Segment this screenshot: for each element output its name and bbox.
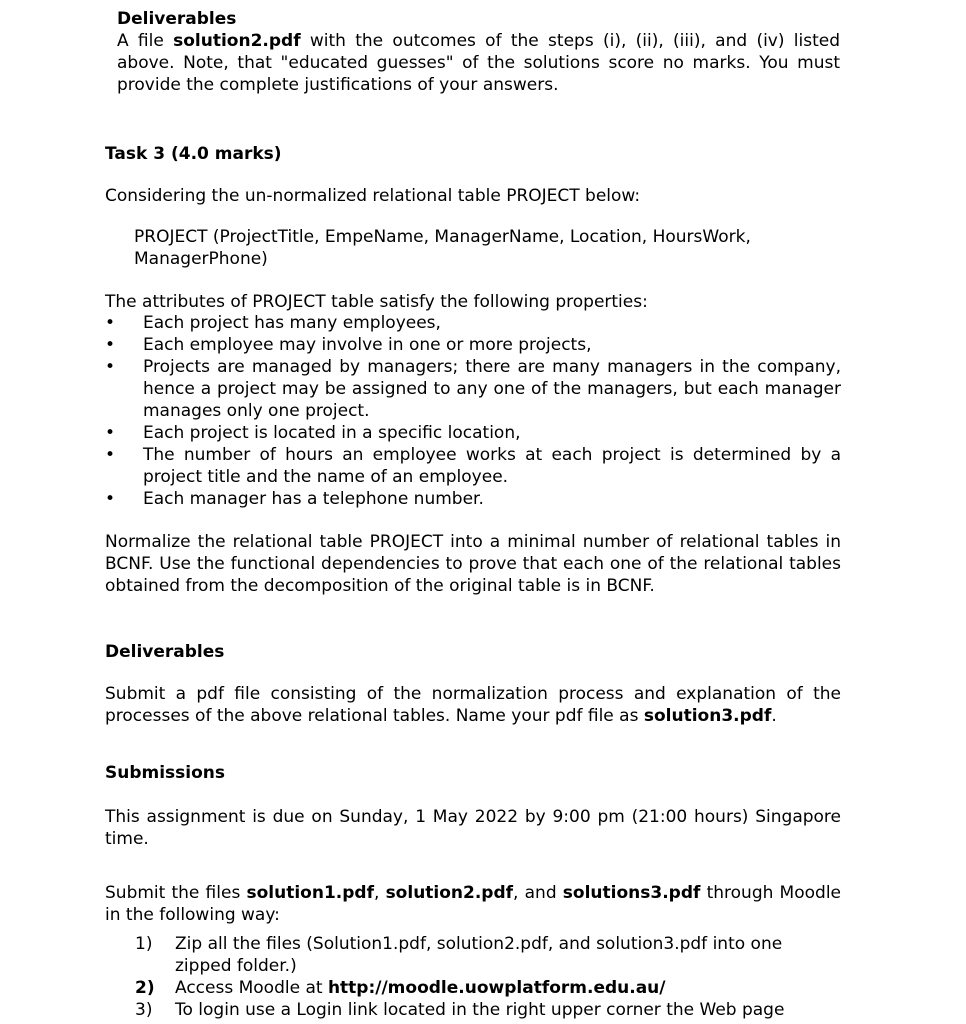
list-item: • Each employee may involve in one or more projects, xyxy=(105,335,592,355)
list-item: • Each project is located in a specific location, xyxy=(105,423,521,443)
list-item: 3) To login use a Login link located in the right upper corner the Web page xyxy=(135,1000,785,1020)
deliverables-text-2: Submit a pdf file consisting of the normalization process and explanation of the processes of the above relational tables. Name your pdf file as solution3.pdf. xyxy=(105,684,841,726)
submit-instructions: Submit the files solution1.pdf, solution2.pdf, and solutions3.pdf through Moodle in the following way: xyxy=(105,883,841,925)
properties-intro: The attributes of PROJECT table satisfy the following properties: xyxy=(105,292,648,312)
list-item: • The number of hours an employee works at each project is determined by a project title and the name of an employee. xyxy=(105,445,841,487)
bullet-icon: • xyxy=(105,357,116,377)
bullet-icon: • xyxy=(105,313,116,333)
submission-steps xyxy=(135,933,841,1021)
bullet-icon: • xyxy=(105,423,116,443)
file-name: solution2.pdf xyxy=(385,883,514,903)
deliverables-heading-2: Deliverables xyxy=(105,642,225,662)
list-item: 2) Access Moodle at http://moodle.uowplatform.edu.au/ xyxy=(135,978,666,998)
due-date-text: This assignment is due on Sunday, 1 May 2022 by 9:00 pm (21:00 hours) Singapore time. xyxy=(105,807,841,849)
deliverables-file-2: solution3.pdf xyxy=(643,706,772,726)
moodle-link[interactable]: http://moodle.uowplatform.edu.au/ xyxy=(327,978,666,998)
bullet-icon: • xyxy=(105,445,116,465)
task3-intro: Considering the un-normalized relational table PROJECT below: xyxy=(105,186,641,206)
list-item: • Each manager has a telephone number. xyxy=(105,489,484,509)
deliverables-heading: Deliverables xyxy=(117,9,237,29)
deliverables-text xyxy=(117,30,840,96)
deliverables-text-post: with the outcomes of the steps (i), (ii), (iii), and (iv) listed above. Note, that "educated guesses" of the solutions score no marks. You must provide the complete justifications of your answers. xyxy=(117,31,840,95)
deliverables-text-pre: A file xyxy=(117,31,174,51)
list-item: • Each project has many employees, xyxy=(105,313,441,333)
deliverables-file: solution2.pdf xyxy=(173,31,301,51)
task3-heading: Task 3 (4.0 marks) xyxy=(105,144,282,164)
project-schema: PROJECT (ProjectTitle, EmpeName, ManagerName, Location, HoursWork, ManagerPhone) xyxy=(134,227,751,269)
submissions-heading: Submissions xyxy=(105,763,226,783)
normalize-instructions: Normalize the relational table PROJECT into a minimal number of relational tables in BCNF. Use the functional dependencies to prove that each one of the relational tables obtained from the decomposition of the original table is in BCNF. xyxy=(105,532,841,596)
list-item: • Projects are managed by managers; there are many managers in the company, hence a project may be assigned to any one of the managers, but each manager manages only one project. xyxy=(105,357,841,421)
file-name: solutions3.pdf xyxy=(562,883,701,903)
bullet-icon: • xyxy=(105,489,116,509)
properties-list xyxy=(105,312,841,510)
bullet-icon: • xyxy=(105,335,116,355)
file-name: solution1.pdf xyxy=(246,883,374,903)
list-item: 1) Zip all the files (Solution1.pdf, solution2.pdf, and solution3.pdf into one zipped folder.) xyxy=(135,934,783,976)
